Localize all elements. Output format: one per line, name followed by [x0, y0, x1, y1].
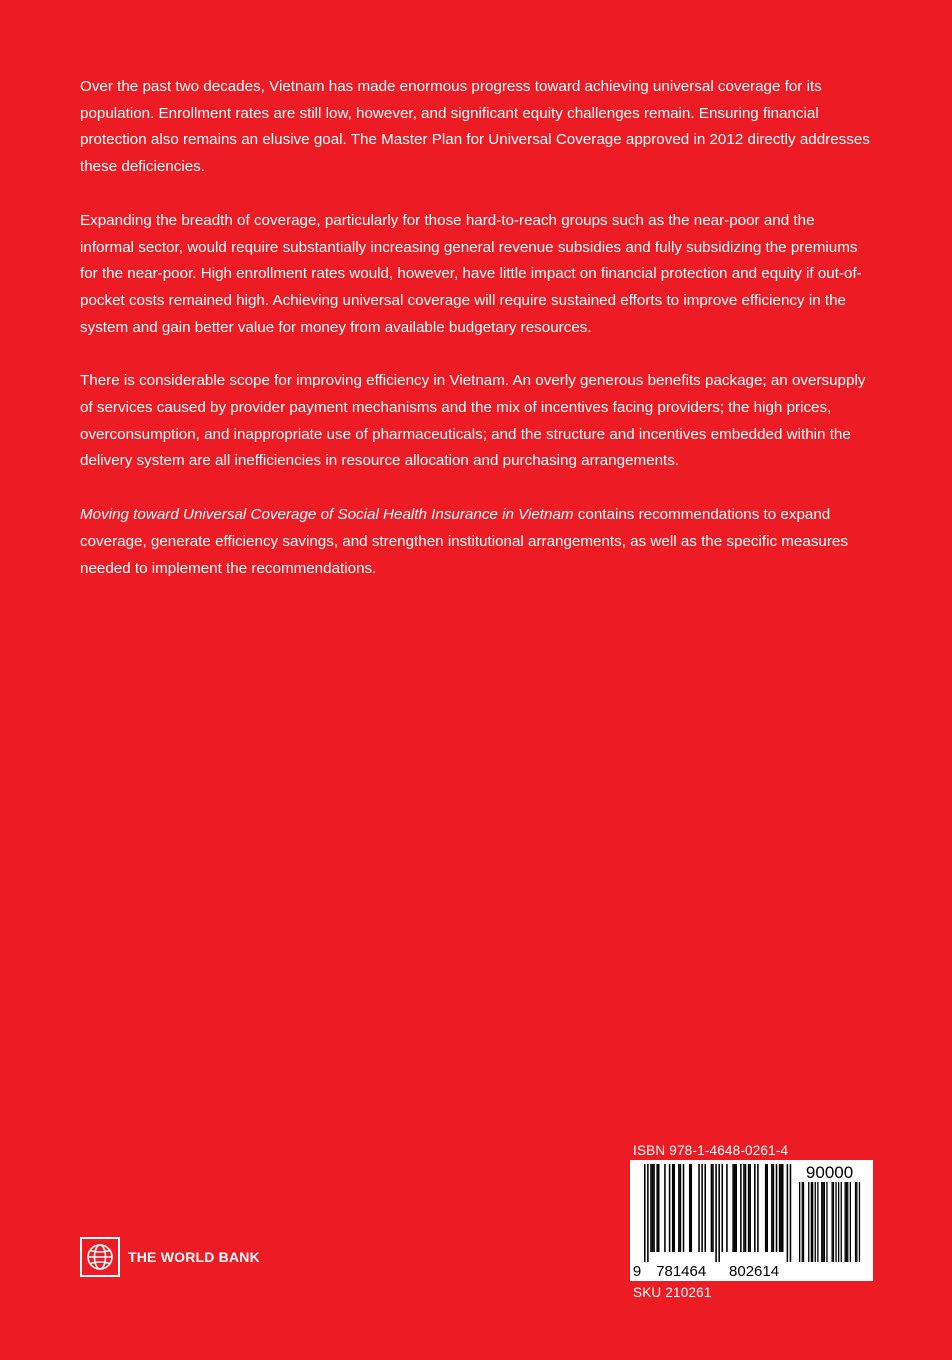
addon-bar	[821, 1182, 822, 1262]
barcode-bar	[691, 1164, 693, 1252]
barcode-bar	[726, 1164, 728, 1252]
addon-bar	[846, 1182, 847, 1262]
barcode-bar	[735, 1164, 737, 1252]
addon-bar	[832, 1182, 833, 1262]
description-paragraph: There is considerable scope for improving efficiency in Vietnam. An overly generous benefits package; an oversupply of services caused by provider payment mechanisms and the mix of incentives facing providers; the high prices, overconsumption, and inappropriate use of pharmaceuticals; and the structure and incentives embedded within the delivery system are all inefficiencies in resource allocation and purchasing arrangements.	[80, 372, 866, 470]
sku-label: SKU 210261	[633, 1285, 712, 1300]
world-bank-logo	[80, 1237, 260, 1277]
addon-bar	[803, 1182, 804, 1262]
barcode-guard-bar	[647, 1164, 649, 1262]
barcode-bar	[771, 1164, 773, 1252]
barcode-bar	[782, 1164, 784, 1252]
addon-bar	[835, 1182, 836, 1262]
addon-bar	[833, 1182, 834, 1262]
barcode-bar	[664, 1164, 666, 1252]
barcode-guard-bar	[644, 1164, 646, 1262]
barcode-bar	[672, 1164, 674, 1252]
barcode-bar	[776, 1164, 778, 1252]
addon-bar	[850, 1182, 851, 1262]
barcode-bar	[680, 1164, 682, 1252]
barcode-bar	[711, 1164, 713, 1252]
barcode-bar	[754, 1164, 756, 1252]
barcode-bar	[732, 1164, 734, 1252]
barcode-bar	[748, 1164, 750, 1252]
barcode-bar	[653, 1164, 655, 1252]
barcode-bar	[740, 1164, 742, 1252]
addon-bar	[838, 1182, 839, 1262]
back-cover-description	[80, 74, 872, 609]
addon-bar	[812, 1182, 813, 1262]
publisher-name: THE WORLD BANK	[128, 1249, 260, 1265]
barcode-digits-right: 802614	[729, 1263, 780, 1280]
barcode-digit-lead: 9	[632, 1263, 642, 1280]
addon-bar	[808, 1182, 809, 1262]
addon-bar	[802, 1182, 803, 1262]
addon-bar	[811, 1182, 812, 1262]
barcode-bar	[780, 1164, 782, 1252]
barcode-bar	[701, 1164, 703, 1252]
isbn-barcode	[630, 1160, 873, 1281]
barcode-bar	[683, 1164, 685, 1252]
book-title: Moving toward Universal Coverage of Social Health Insurance in Vietnam	[80, 506, 574, 524]
final-paragraph-text: contains recommendations to expand coverage, generate efficiency savings, and strengthen institutional arrangements, as well as the specific measures needed to implement the recommendations.	[80, 506, 848, 577]
description-paragraph: Over the past two decades, Vietnam has made enormous progress toward achieving universal coverage for its population. Enrollment rates are still low, however, and significant equity challenges remain. Ensuring financial protection also remains an elusive goal. The Master Plan for Universal Coverage approved in 2012 directly addresses these deficiencies.	[80, 78, 870, 176]
barcode-bar	[669, 1164, 671, 1252]
barcode-bar	[712, 1164, 714, 1252]
barcode-bar	[652, 1164, 654, 1252]
barcode-bar	[722, 1164, 724, 1252]
barcode-bar	[779, 1164, 781, 1252]
description-paragraph-final	[80, 502, 872, 582]
addon-bar	[841, 1182, 842, 1262]
barcode-guard-bar	[787, 1164, 789, 1262]
addon-bar	[845, 1182, 846, 1262]
barcode-bar	[689, 1164, 691, 1252]
world-bank-globe-icon	[80, 1237, 120, 1277]
addon-bar	[824, 1182, 825, 1262]
addon-bar	[855, 1182, 856, 1262]
barcode-guard-bar	[718, 1164, 720, 1262]
description-paragraph: Expanding the breadth of coverage, particularly for those hard-to-reach groups such as the near-poor and the informal sector, would require substantially increasing general revenue subsidies and fully subsidizing the premiums for the near-poor. High enrollment rates would, however, have little impact on financial protection and equity if out-of-pocket costs remained high. Achieving universal coverage will require sustained efforts to improve efficiency in the system and gain better value for money from available budgetary resources.	[80, 211, 862, 336]
barcode-bar	[773, 1164, 775, 1252]
barcode-bar	[650, 1164, 652, 1252]
isbn-label: ISBN 978-1-4648-0261-4	[633, 1143, 789, 1158]
barcode-bar	[698, 1164, 700, 1252]
addon-bar	[826, 1182, 827, 1262]
barcode-bar	[765, 1164, 767, 1252]
barcode-bar	[745, 1164, 747, 1252]
barcode-guard-bar	[790, 1164, 792, 1262]
barcode-bar	[656, 1164, 658, 1252]
barcode-bar	[743, 1164, 745, 1252]
barcode-guard-bar	[715, 1164, 717, 1262]
barcode-bar	[734, 1164, 736, 1252]
addon-bar	[859, 1182, 860, 1262]
addon-bar	[847, 1182, 848, 1262]
barcode-digits-left: 781464	[656, 1263, 707, 1280]
barcode-bar	[678, 1164, 680, 1252]
barcode-bar	[658, 1164, 660, 1252]
barcode-bar	[757, 1164, 759, 1252]
addon-price-code: 90000	[805, 1163, 854, 1182]
addon-bar	[815, 1182, 816, 1262]
addon-bar	[822, 1182, 823, 1262]
addon-bar	[856, 1182, 857, 1262]
barcode-bar	[766, 1164, 768, 1252]
barcode-bar	[673, 1164, 675, 1252]
addon-bar	[799, 1182, 800, 1262]
addon-bar	[817, 1182, 818, 1262]
barcode-bar	[704, 1164, 706, 1252]
barcode-bar	[749, 1164, 751, 1252]
